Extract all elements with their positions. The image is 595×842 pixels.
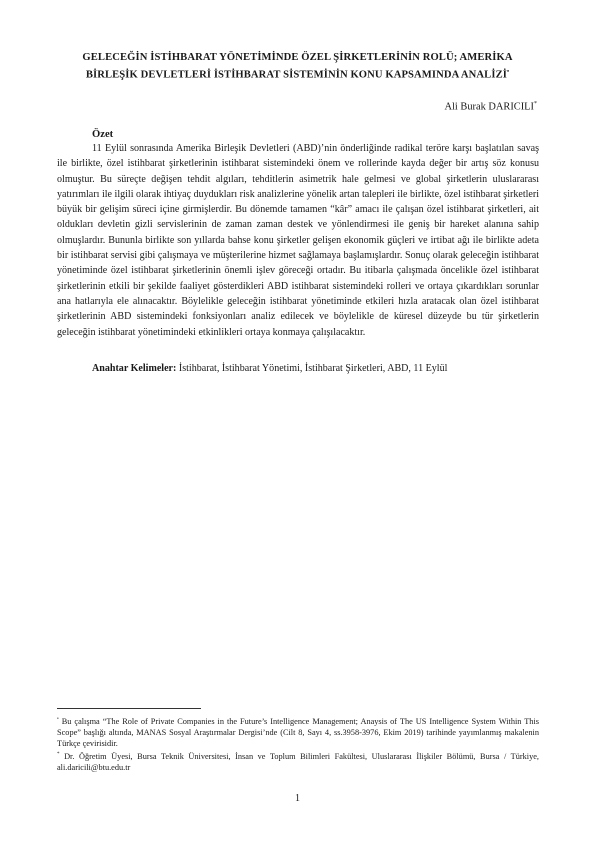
keywords-values: İstihbarat, İstihbarat Yönetimi, İstihbarat Şirketleri, ABD, 11 Eylül	[178, 363, 448, 374]
title-line-2	[70, 65, 525, 83]
abstract-body: 11 Eylül sonrasında Amerika Birleşik Devletleri (ABD)’nin önderliğinde radikal teröre karşı başlatılan savaş ile birlikte, özel istihbarat şirketlerinin istihbarat sistemindeki önem ve rollerinde kayda değer bir artış söz konusu olmuştur. Bu süreçte değişen tehdit algıları, tehditlerin asimetrik hale gelmesi ve global şirketlerin uluslararası yatırımları ile ilgili olarak ihtiyaç duydukları risk analizlerine yönelik artan talepleri ile birlikte, özel istihbarat şirketleri büyük bir gelişim süreci içine girmişlerdir. Bu dönemde tamamen “kâr” amacı ile çalışan özel istihbarat şirketleri, ait oldukları devletin gizli servislerinin de zaman zaman destek ve yönlendirmesi ile geniş bir hareket alanına sahip olmuşlardır. Bununla birlikte son yıllarda bahse konu şirketler gelişen ekonomik güçleri ve irtibat ağı ile birlikte adeta bir istihbarat servisi gibi çalışmaya ve müşterilerine hizmet sağlamaya başlamışlardır. Sonuç olarak geleceğin istihbarat yönetiminde özel istihbarat şirketlerinin önemli işlev göreceği ortadır. Bu itibarla çalışmada öncelikle özel istihbarat şirketlerinin etkili bir şekilde faaliyet gösterdikleri ABD istihbarat sistemindeki rolleri ve ortaya çıkardıkları sorunlar ana hatlarıyla ele alınacaktır. Böylelikle geleceğin istihbarat yönetiminde etkileri hızla aratacak olan özel istihbarat şirketlerinin ABD sistemindeki fonksiyonları analiz edilecek ve böylelikle de küresel düzeyde bu tür şirketlerin geleceğin istihbarat yönetimindeki etkinlikleri ortaya konmaya çalışılacaktır.	[57, 143, 539, 338]
article-title	[70, 50, 525, 83]
title-line-1: GELECEĞİN İSTİHBARAT YÖNETİMİNDE ÖZEL ŞİRKETLERİNİN ROLÜ; AMERİKA	[82, 52, 513, 63]
footnotes	[57, 714, 539, 773]
title-footnote-mark: •	[506, 69, 510, 75]
abstract-heading: Özet	[92, 129, 114, 140]
footnote-divider	[57, 708, 201, 709]
page-number: 1	[295, 793, 300, 804]
title-line-2-text: BİRLEŞİK DEVLETLERİ İSTİHBARAT SİSTEMİNİN KONU KAPSAMINDA ANALİZİ	[85, 69, 507, 81]
footnote-2-text: Dr. Öğretim Üyesi, Bursa Teknik Üniversitesi, İnsan ve Toplum Bilimleri Fakültesi, Uluslararası İlişkiler Bölümü, Bursa / Türkiye, ali.daricili@btu.edu.tr	[57, 751, 539, 772]
keywords-label: Anahtar Kelimeler:	[92, 363, 177, 374]
author-line	[445, 101, 537, 112]
footnote-1	[57, 714, 539, 749]
footnote-1-text: Bu çalışma “The Role of Private Companies in the Future’s Intelligence Management; Anaysis of The US Intelligence System Within This Scope” başlığı altında, MANAS Sosyal Araştırmalar Dergisi’nde (Cilt 8, Sayı 4, ss.3958-3976, Ekim 2019) tarihinde yayımlanmış makalenin Türkçe çevirisidir.	[57, 716, 539, 748]
footnote-1-mark: •	[57, 717, 59, 722]
footnote-2-mark: *	[57, 751, 60, 757]
keywords-line	[92, 363, 539, 374]
footnote-2	[57, 749, 539, 773]
author-name: Ali Burak DARICILI	[444, 101, 534, 113]
author-footnote-mark: *	[534, 101, 537, 107]
